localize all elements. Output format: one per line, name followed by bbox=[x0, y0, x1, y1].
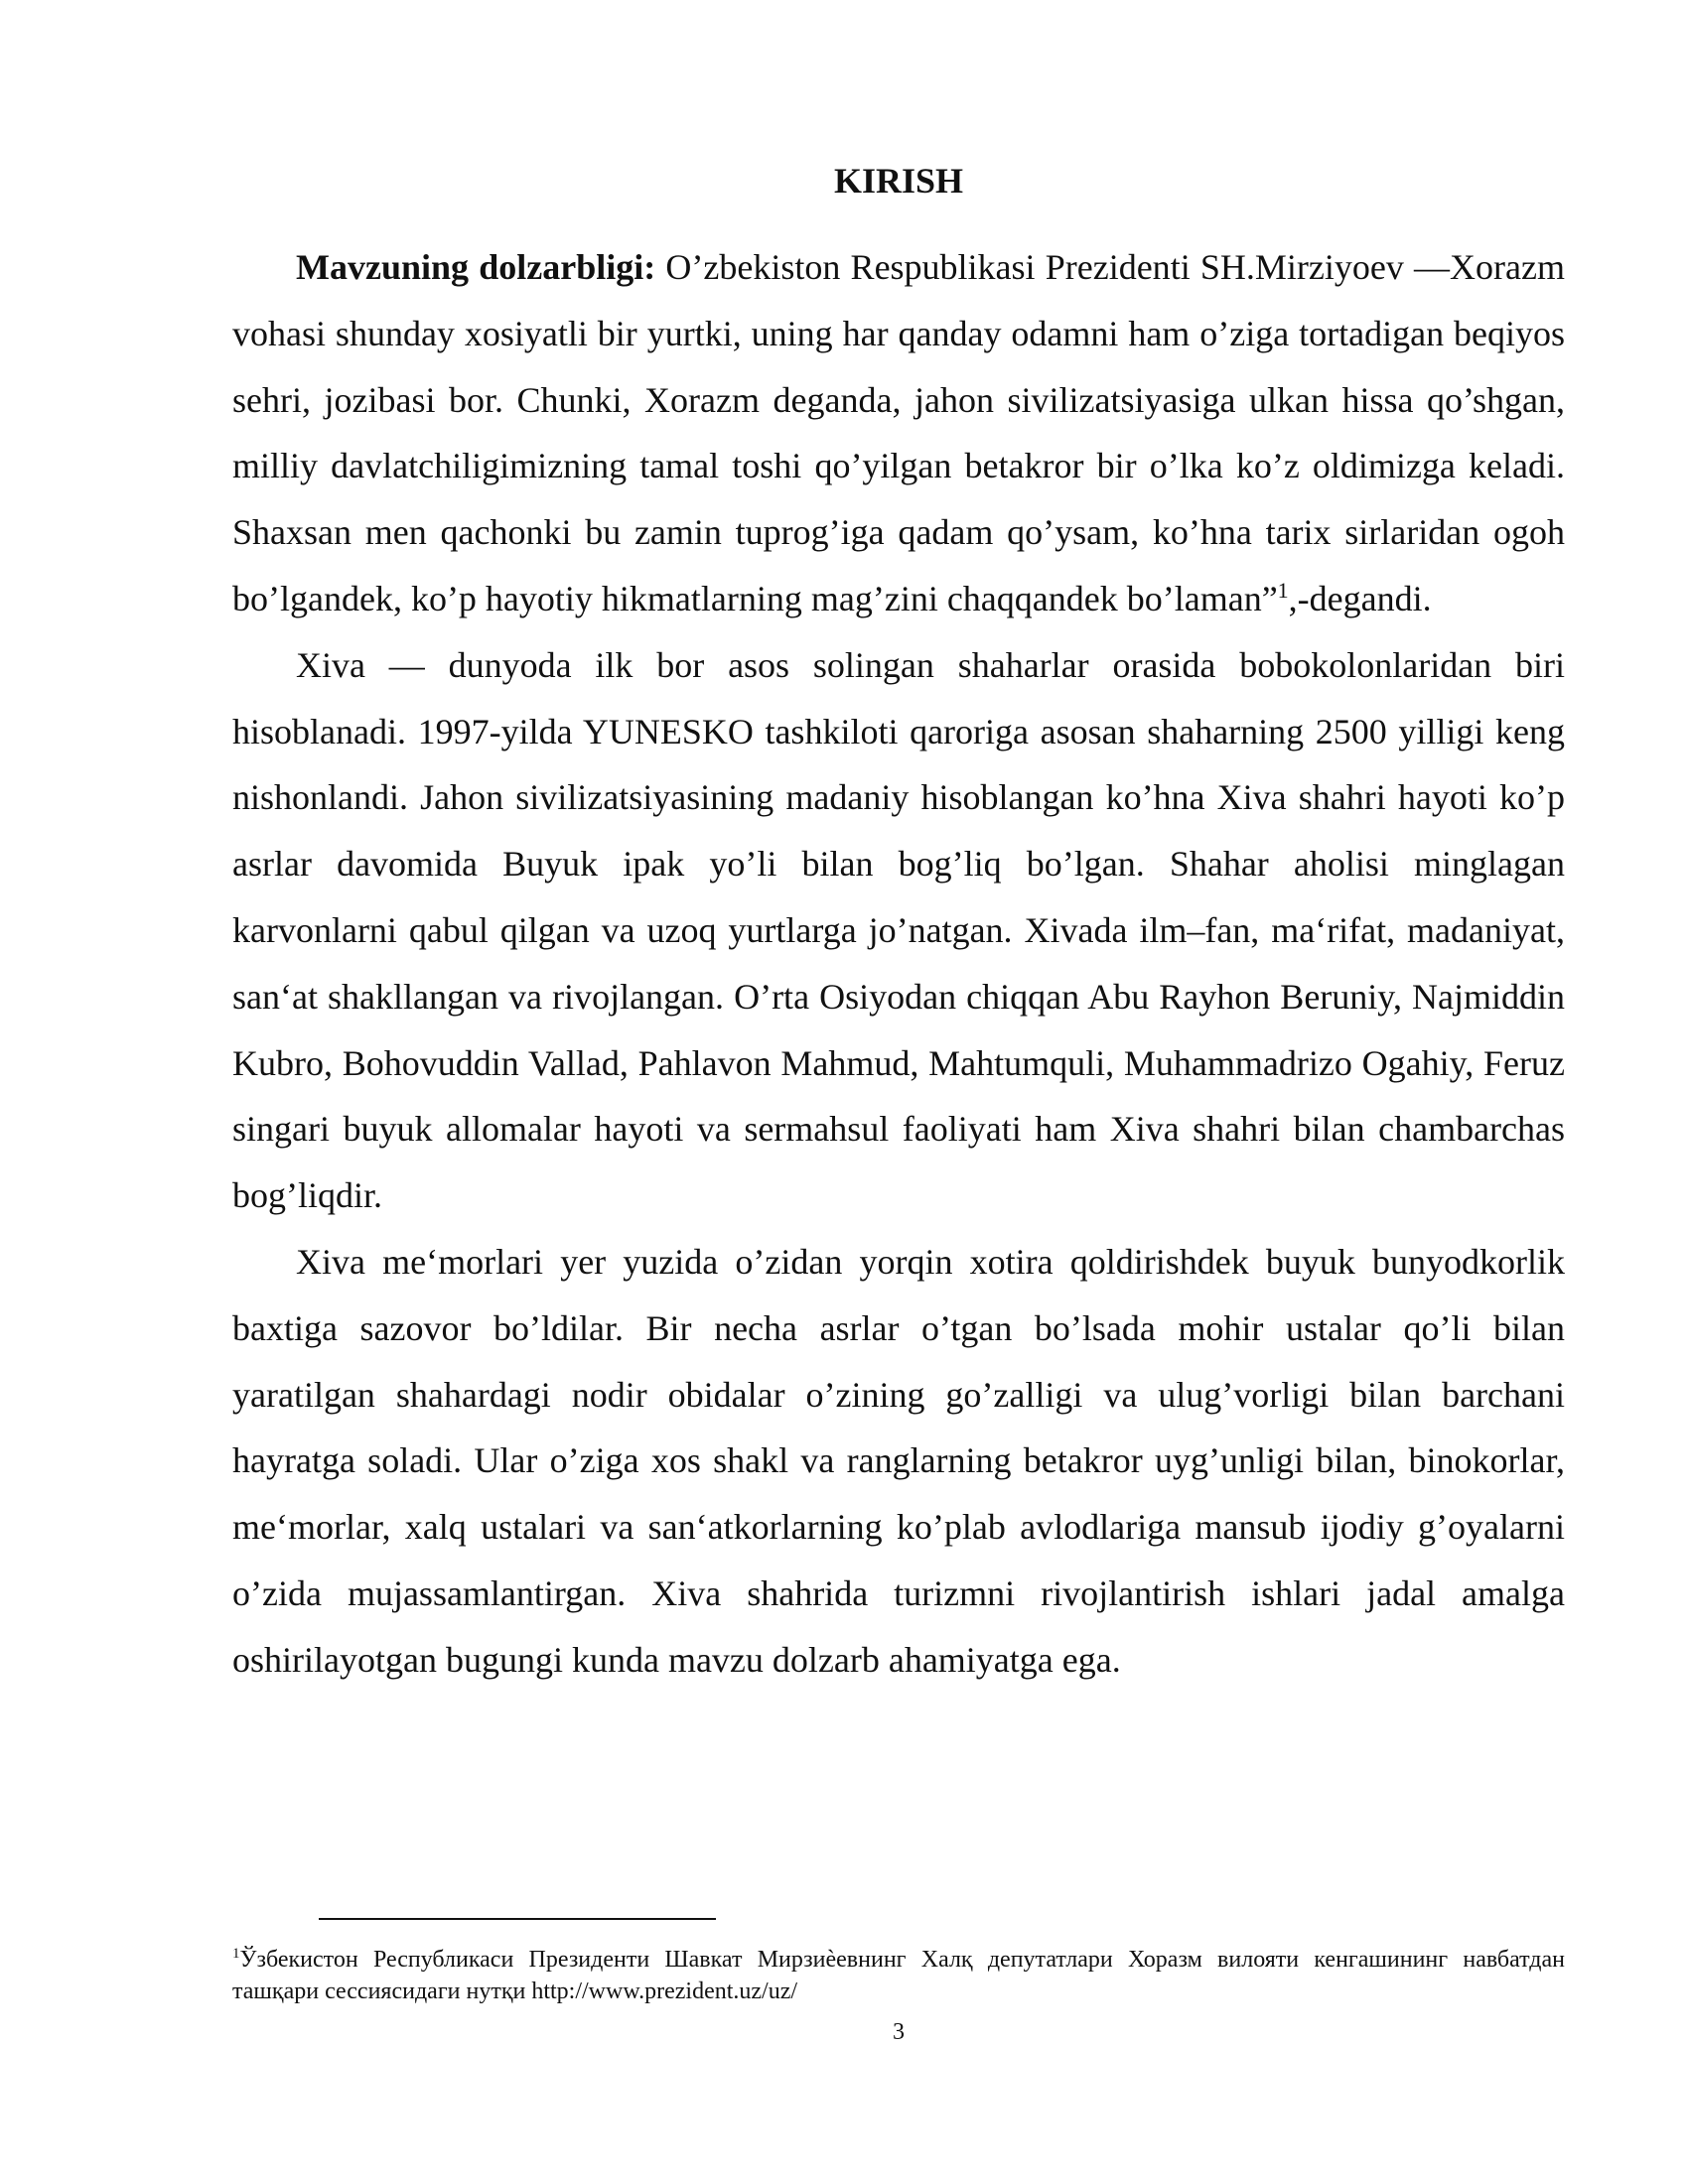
footnote-text: Ўзбекистон Республикаси Президенти Шавкат Мирзиѐевнинг Халқ депутатлари Хоразм вилояти кенгашининг навбатдан ташқари сессиясидаги нутқи http://www.prezident.uz/uz/ bbox=[232, 1947, 1565, 2004]
paragraph-relevance bbox=[232, 234, 1565, 632]
page-title: KIRISH bbox=[833, 161, 964, 201]
paragraph-text: O’zbekiston Respublikasi Prezidenti SH.Mirziyoev ―Xorazm vohasi shunday xosiyatli bir yurtki, uning har qanday odamni ham o’ziga tortadigan beqiyos sehri, jozibasi bor. Chunki, Xorazm deganda, jahon sivilizatsiyasiga ulkan hissa qo’shgan, milliy davlatchiligimizning tamal toshi qo’yilgan betakror bir o’lka ko’z oldimizga keladi. Shaxsan men qachonki bu zamin tuprog’iga qadam qo’ysam, ko’hna tarix sirlaridan ogoh bo’lgandek, ko’p hayotiy hikmatlarning mag’zini chaqqandek bo’laman” bbox=[232, 247, 1565, 618]
paragraph-tail: ,-degandi. bbox=[1288, 578, 1432, 618]
footnote bbox=[232, 1944, 1565, 2007]
footnote-number: 1 bbox=[232, 1946, 240, 1962]
body-text bbox=[232, 234, 1565, 1694]
paragraph-xiva-architects bbox=[232, 1229, 1565, 1694]
paragraph-text: Xiva me‘morlari yer yuzida o’zidan yorqin xotira qoldirishdek buyuk bunyodkorlik baxtiga sazovor bo’ldilar. Bir necha asrlar o’tgan bo’lsada mohir ustalar qo’li bilan yaratilgan shahardagi nodir obidalar o’zining go’zalligi va ulug’vorligi bilan barchani hayratga soladi. Ular o’ziga xos shakl va ranglarning betakror uyg’unligi bilan, binokorlar, me‘morlar, xalq ustalari va san‘atkorlarning ko’plab avlodlariga mansub ijodiy g’oyalarni o’zida mujassamlantirgan. Xiva shahrida turizmni rivojlantirish ishlari jadal amalga oshirilayotgan bugungi kunda mavzu dolzarb ahamiyatga ega. bbox=[232, 1241, 1565, 1680]
paragraph-xiva-history bbox=[232, 632, 1565, 1229]
paragraph-text: Xiva — dunyoda ilk bor asos solingan shaharlar orasida bobokolonlaridan biri hisoblanadi. 1997-yilda YUNESKO tashkiloti qaroriga asosan shaharning 2500 yilligi keng nishonlandi. Jahon sivilizatsiyasining madaniy hisoblangan ko’hna Xiva shahri hayoti ko’p asrlar davomida Buyuk ipak yo’li bilan bog’liq bo’lgan. Shahar aholisi minglagan karvonlarni qabul qilgan va uzoq yurtlarga jo’natgan. Xivada ilm–fan, ma‘rifat, madaniyat, san‘at shakllangan va rivojlangan. O’rta Osiyodan chiqqan Abu Rayhon Beruniy, Najmiddin Kubro, Bohovuddin Vallad, Pahlavon Mahmud, Mahtumquli, Muhammadrizo Ogahiy, Feruz singari buyuk allomalar hayoti va sermahsul faoliyati ham Xiva shahri bilan chambarchas bog’liqdir. bbox=[232, 644, 1565, 1216]
page-number: 3 bbox=[893, 2019, 905, 2045]
footnote-divider bbox=[319, 1918, 716, 1920]
document-page bbox=[232, 0, 1565, 2184]
paragraph-lead: Mavzuning dolzarbligi: bbox=[296, 247, 656, 287]
footnote-reference[interactable]: 1 bbox=[1277, 577, 1289, 603]
